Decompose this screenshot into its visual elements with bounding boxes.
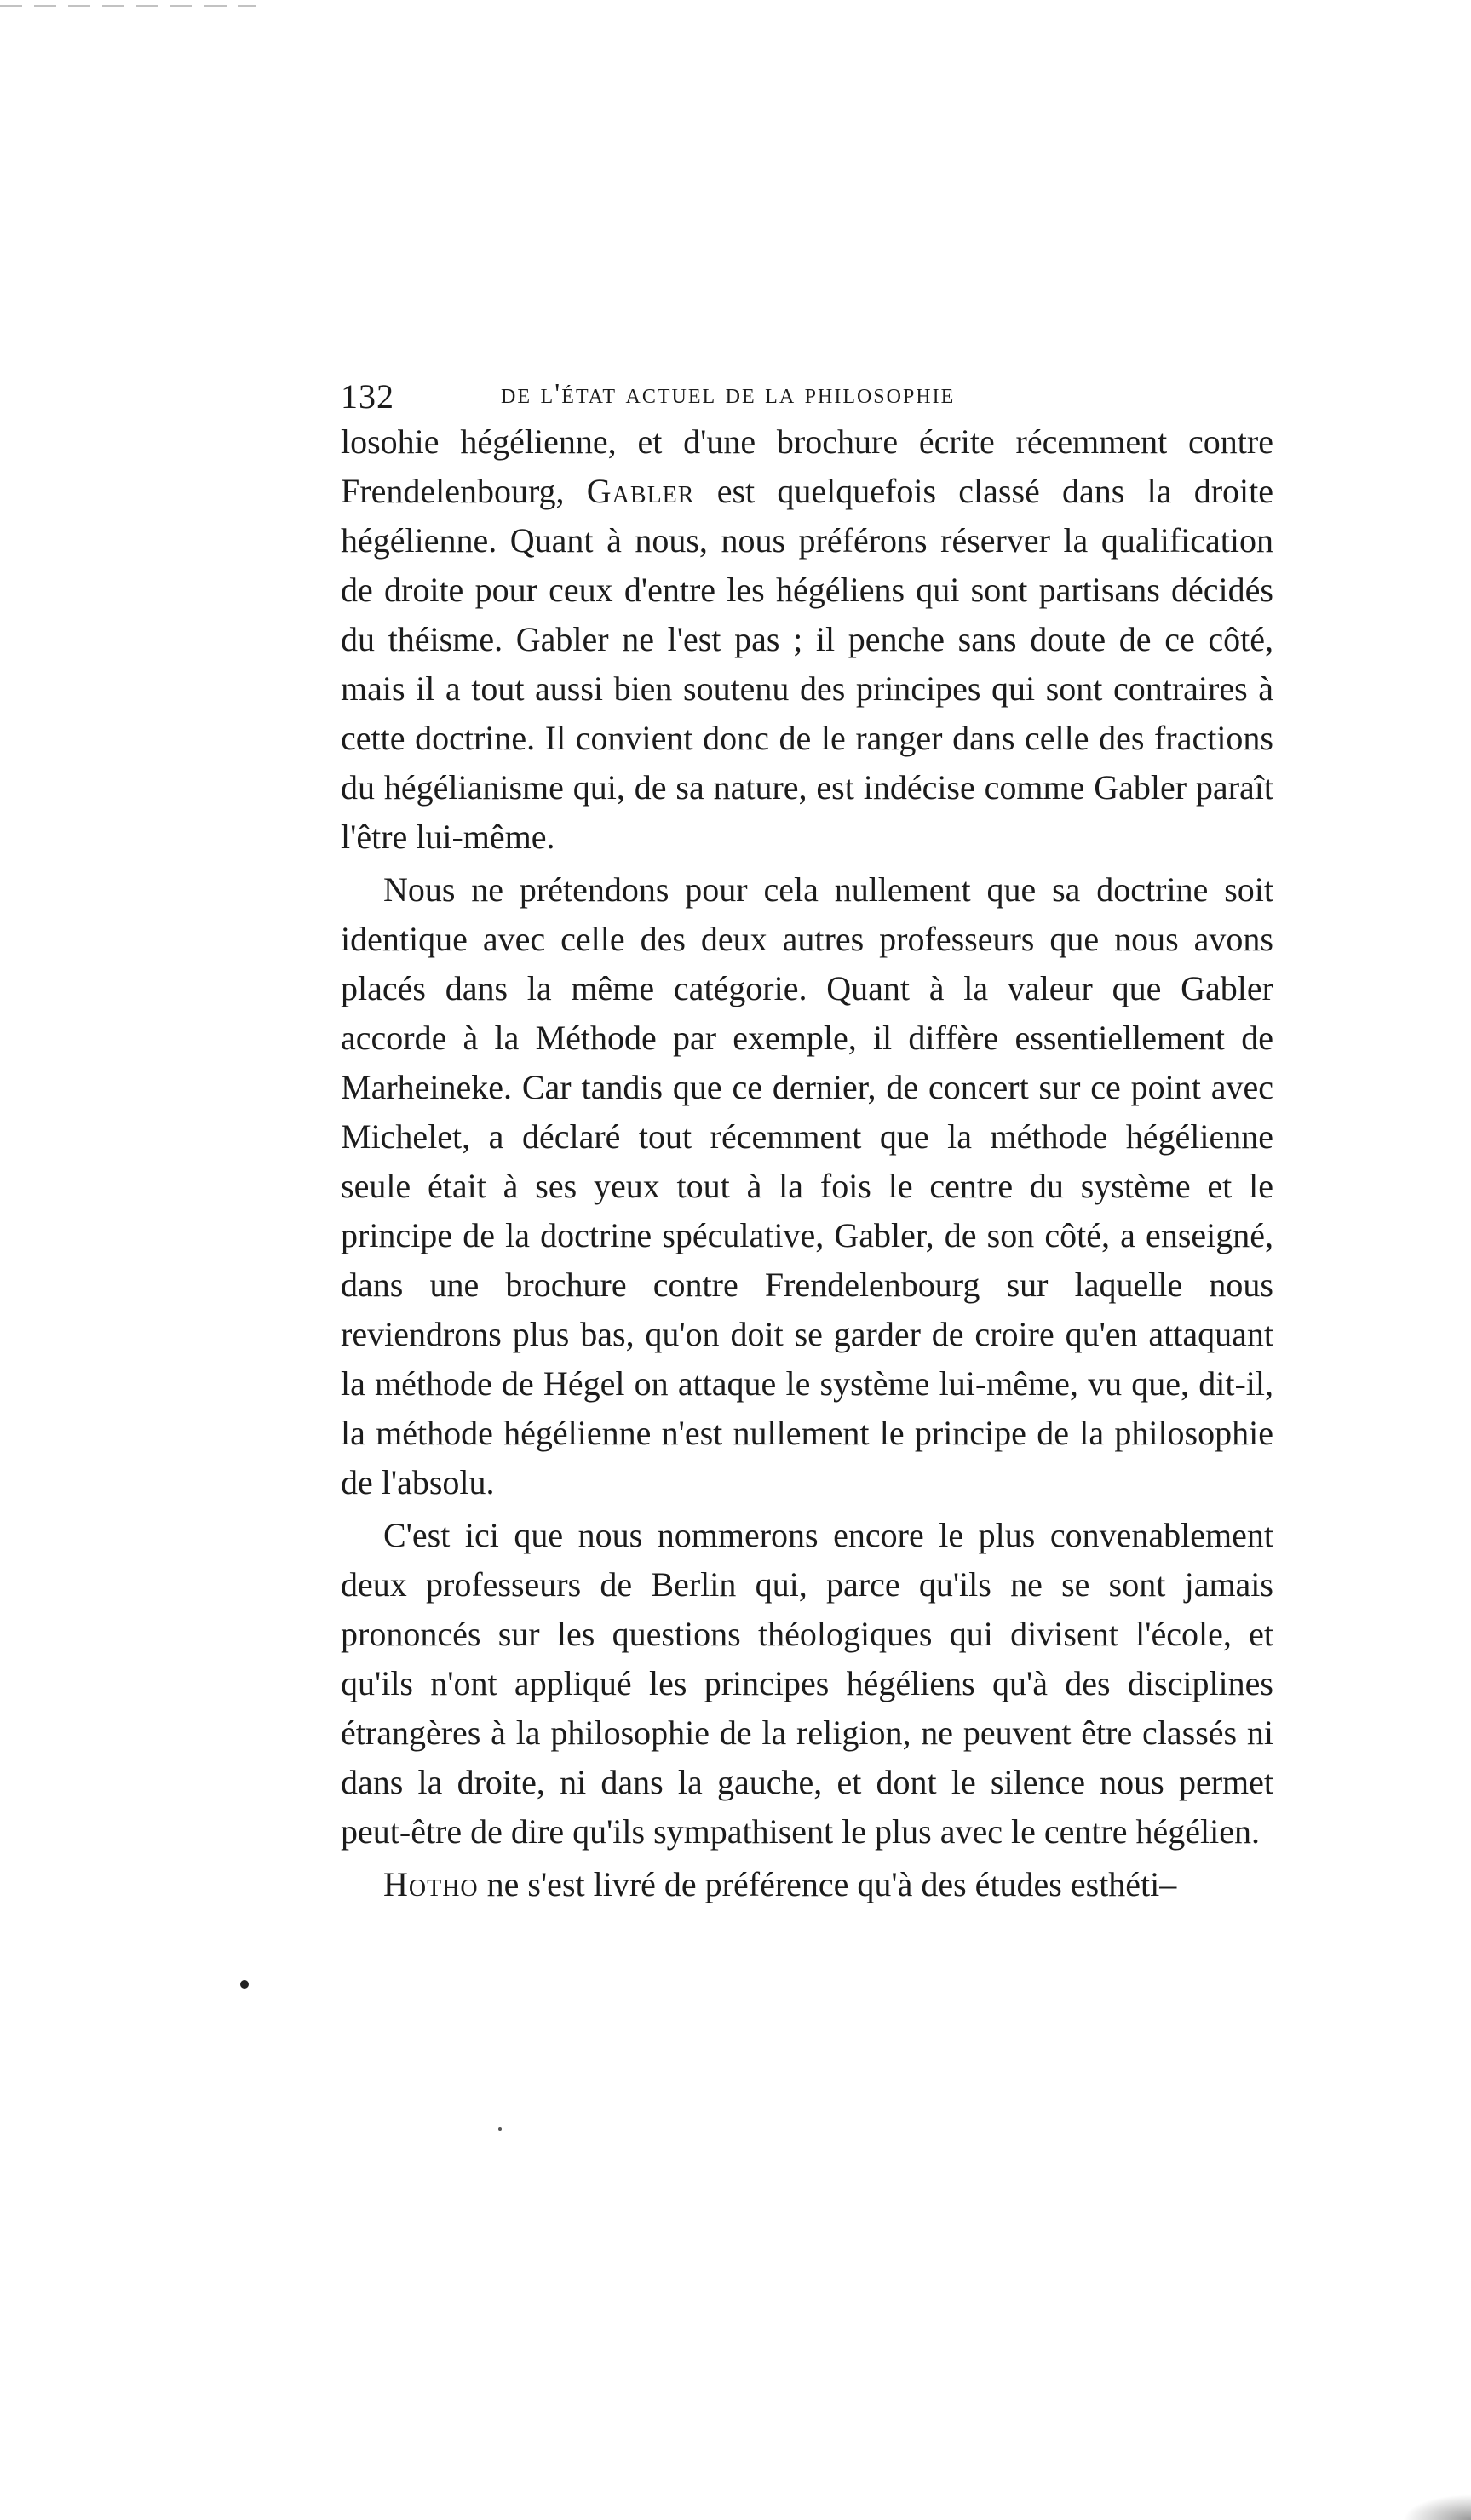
paragraph-3 [341,1511,1273,1857]
body-text [341,417,1273,1909]
ink-speck [240,1980,249,1989]
text-segment: ne s'est livré de préférence qu'à des études esthéti– [478,1865,1177,1903]
paragraph-4 [341,1860,1273,1909]
paragraph-2 [341,865,1273,1507]
page-number: 132 [341,377,394,416]
name-gabler: Gabler [586,472,695,510]
ink-speck [498,2127,502,2131]
paragraph-1 [341,417,1273,862]
scan-edge-marks [0,5,256,7]
text-segment: Nous ne prétendons pour cela nullement que sa doctrine soit identique avec celle des deux autres professeurs que nous avons placés dans la même catégorie. Quant à la valeur que Gabler accorde à la Méthode par exemple, il diffère essentiellement de Marheineke. Car tandis que ce dernier, de concert sur ce point avec Michelet, a déclaré tout récemment que la méthode hégélienne seule était à ses yeux tout à la fois le centre du système et le principe de la doctrine spéculative, Gabler, de son côté, a enseigné, dans une brochure contre Frendelenbourg sur laquelle nous reviendrons plus bas, qu'on doit se garder de croire qu'en attaquant la méthode de Hégel on attaque le système lui-même, vu que, dit-il, la méthode hégélienne n'est nullement le principe de la philosophie de l'absolu. [341,870,1273,1501]
text-segment: est quelquefois classé dans la droite hégélienne. Quant à nous, nous préférons réserver la qualification de droite pour ceux d'entre les hégéliens qui sont partisans décidés du théisme. Gabler ne l'est pas ; il penche sans doute de ce côté, mais il a tout aussi bien soutenu des principes qui sont contraires à cette doctrine. Il convient donc de le ranger dans celle des fractions du hégélianisme qui, de sa nature, est indécise comme Gabler paraît l'être lui-même. [341,472,1273,856]
text-segment: losohie hégélienne, et d'une brochure écrite récemment contre Frendelenbourg, [341,422,1273,510]
book-page [341,366,1273,1909]
text-segment: C'est ici que nous nommerons encore le plus convenablement deux professeurs de Berlin qui, parce qu'ils ne se sont jamais prononcés sur les questions théologiques qui divisent l'école, et qu'ils n'ont appliqué les principes hégéliens qu'à des disciplines étrangères à la philosophie de la religion, ne peuvent être classés ni dans la droite, ni dans la gauche, et dont le silence nous permet peut-être de dire qu'ils sympathisent le plus avec le centre hégélien. [341,1516,1273,1851]
running-title: de l'état actuel de la philosophie [501,378,956,410]
name-hotho: Hotho [383,1865,479,1903]
running-head [341,366,1273,417]
scan-corner-smudge [1403,2494,1471,2520]
